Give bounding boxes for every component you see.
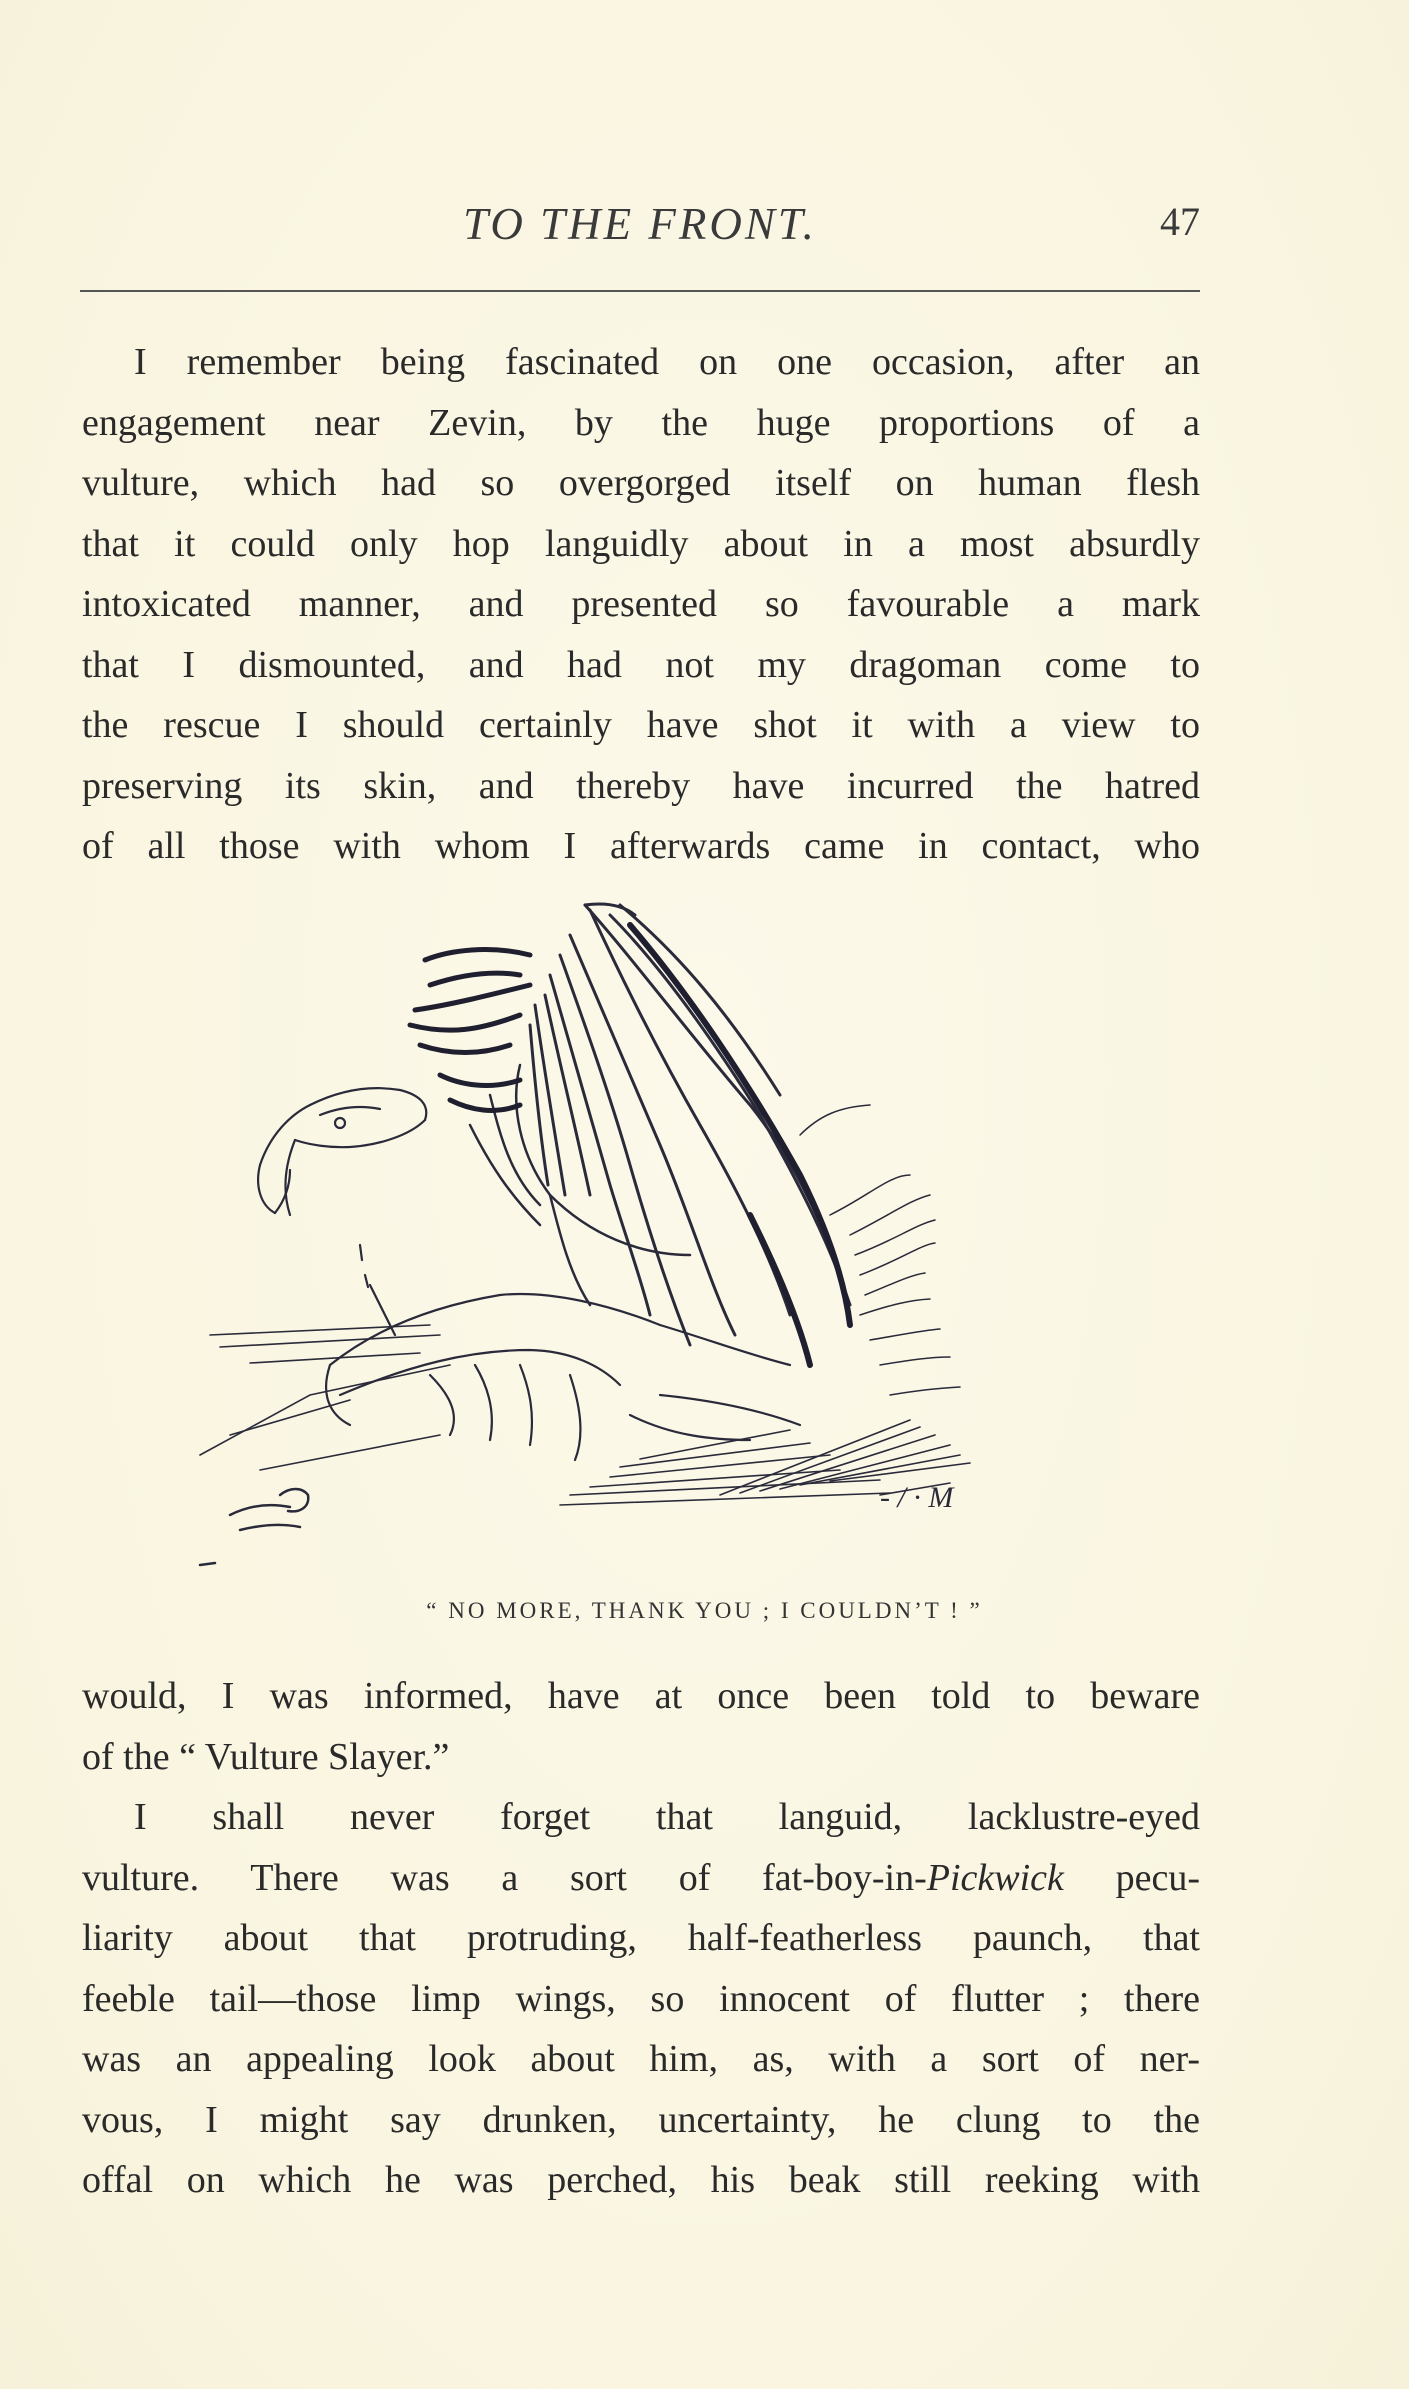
text-fragment: pecu-	[1063, 1856, 1200, 1899]
text-fragment: vulture. There was a sort of fat-boy-in-	[82, 1856, 927, 1899]
carcass	[326, 1285, 800, 1460]
text-line: preserving its skin, and thereby have incurred the hatred	[82, 764, 1200, 807]
vulture-wing	[530, 904, 850, 1345]
running-head	[80, 198, 1200, 258]
paragraph-2	[82, 1666, 1200, 2211]
illustration-caption	[0, 1598, 1409, 1624]
text-line: was an appealing look about him, as, with a sort of ner-	[82, 2038, 1200, 2080]
text-line: that I dismounted, and had not my dragoman come to	[82, 643, 1200, 686]
text-line: I remember being fascinated on one occasion, after an	[134, 341, 1200, 383]
text-line: would, I was informed, have at once been told to beware	[82, 1675, 1200, 1717]
text-line: intoxicated manner, and presented so favourable a mark	[82, 583, 1200, 625]
text-line: vulture, which had so overgorged itself on human flesh	[82, 462, 1200, 504]
text-line	[82, 1848, 1200, 1909]
text-line: I shall never forget that languid, lacklustre-eyed	[134, 1796, 1200, 1838]
grass-tufts	[800, 1105, 960, 1395]
vulture-illustration	[190, 895, 1090, 1595]
text-line: offal on which he was perched, his beak still reeking with	[82, 2159, 1200, 2201]
text-line: engagement near Zevin, by the huge proportions of a	[82, 401, 1200, 444]
text-line: that it could only hop languidly about in a most absurdly	[82, 522, 1200, 565]
ground-hatching	[200, 1325, 970, 1505]
running-title: TO THE FRONT.	[463, 199, 817, 249]
artist-signature: - / · M	[880, 1481, 954, 1514]
neck-ruff	[410, 950, 530, 1111]
italic-title: Pickwick	[926, 1856, 1064, 1899]
wing-shadow	[630, 925, 850, 1365]
vulture-head	[258, 1088, 426, 1287]
text-line: feeble tail—those limp wings, so innocent of flutter ; there	[82, 1977, 1200, 2020]
text-line: of the “ Vulture Slayer.”	[82, 1735, 450, 1778]
debris	[200, 1489, 308, 1565]
paragraph-1	[82, 332, 1200, 877]
vulture-body	[470, 1065, 690, 1305]
text-line: liarity about that protruding, half-featherless paunch, that	[82, 1917, 1200, 1959]
text-line: the rescue I should certainly have shot it with a view to	[82, 704, 1200, 746]
header-rule	[80, 290, 1200, 292]
caption-text: “ NO MORE, THANK YOU ; I COULDN’T ! ”	[426, 1598, 983, 1623]
text-line: of all those with whom I afterwards came in contact, who	[82, 825, 1200, 867]
page-number: 47	[1160, 199, 1200, 244]
text-line: vous, I might say drunken, uncertainty, he clung to the	[82, 2098, 1200, 2141]
